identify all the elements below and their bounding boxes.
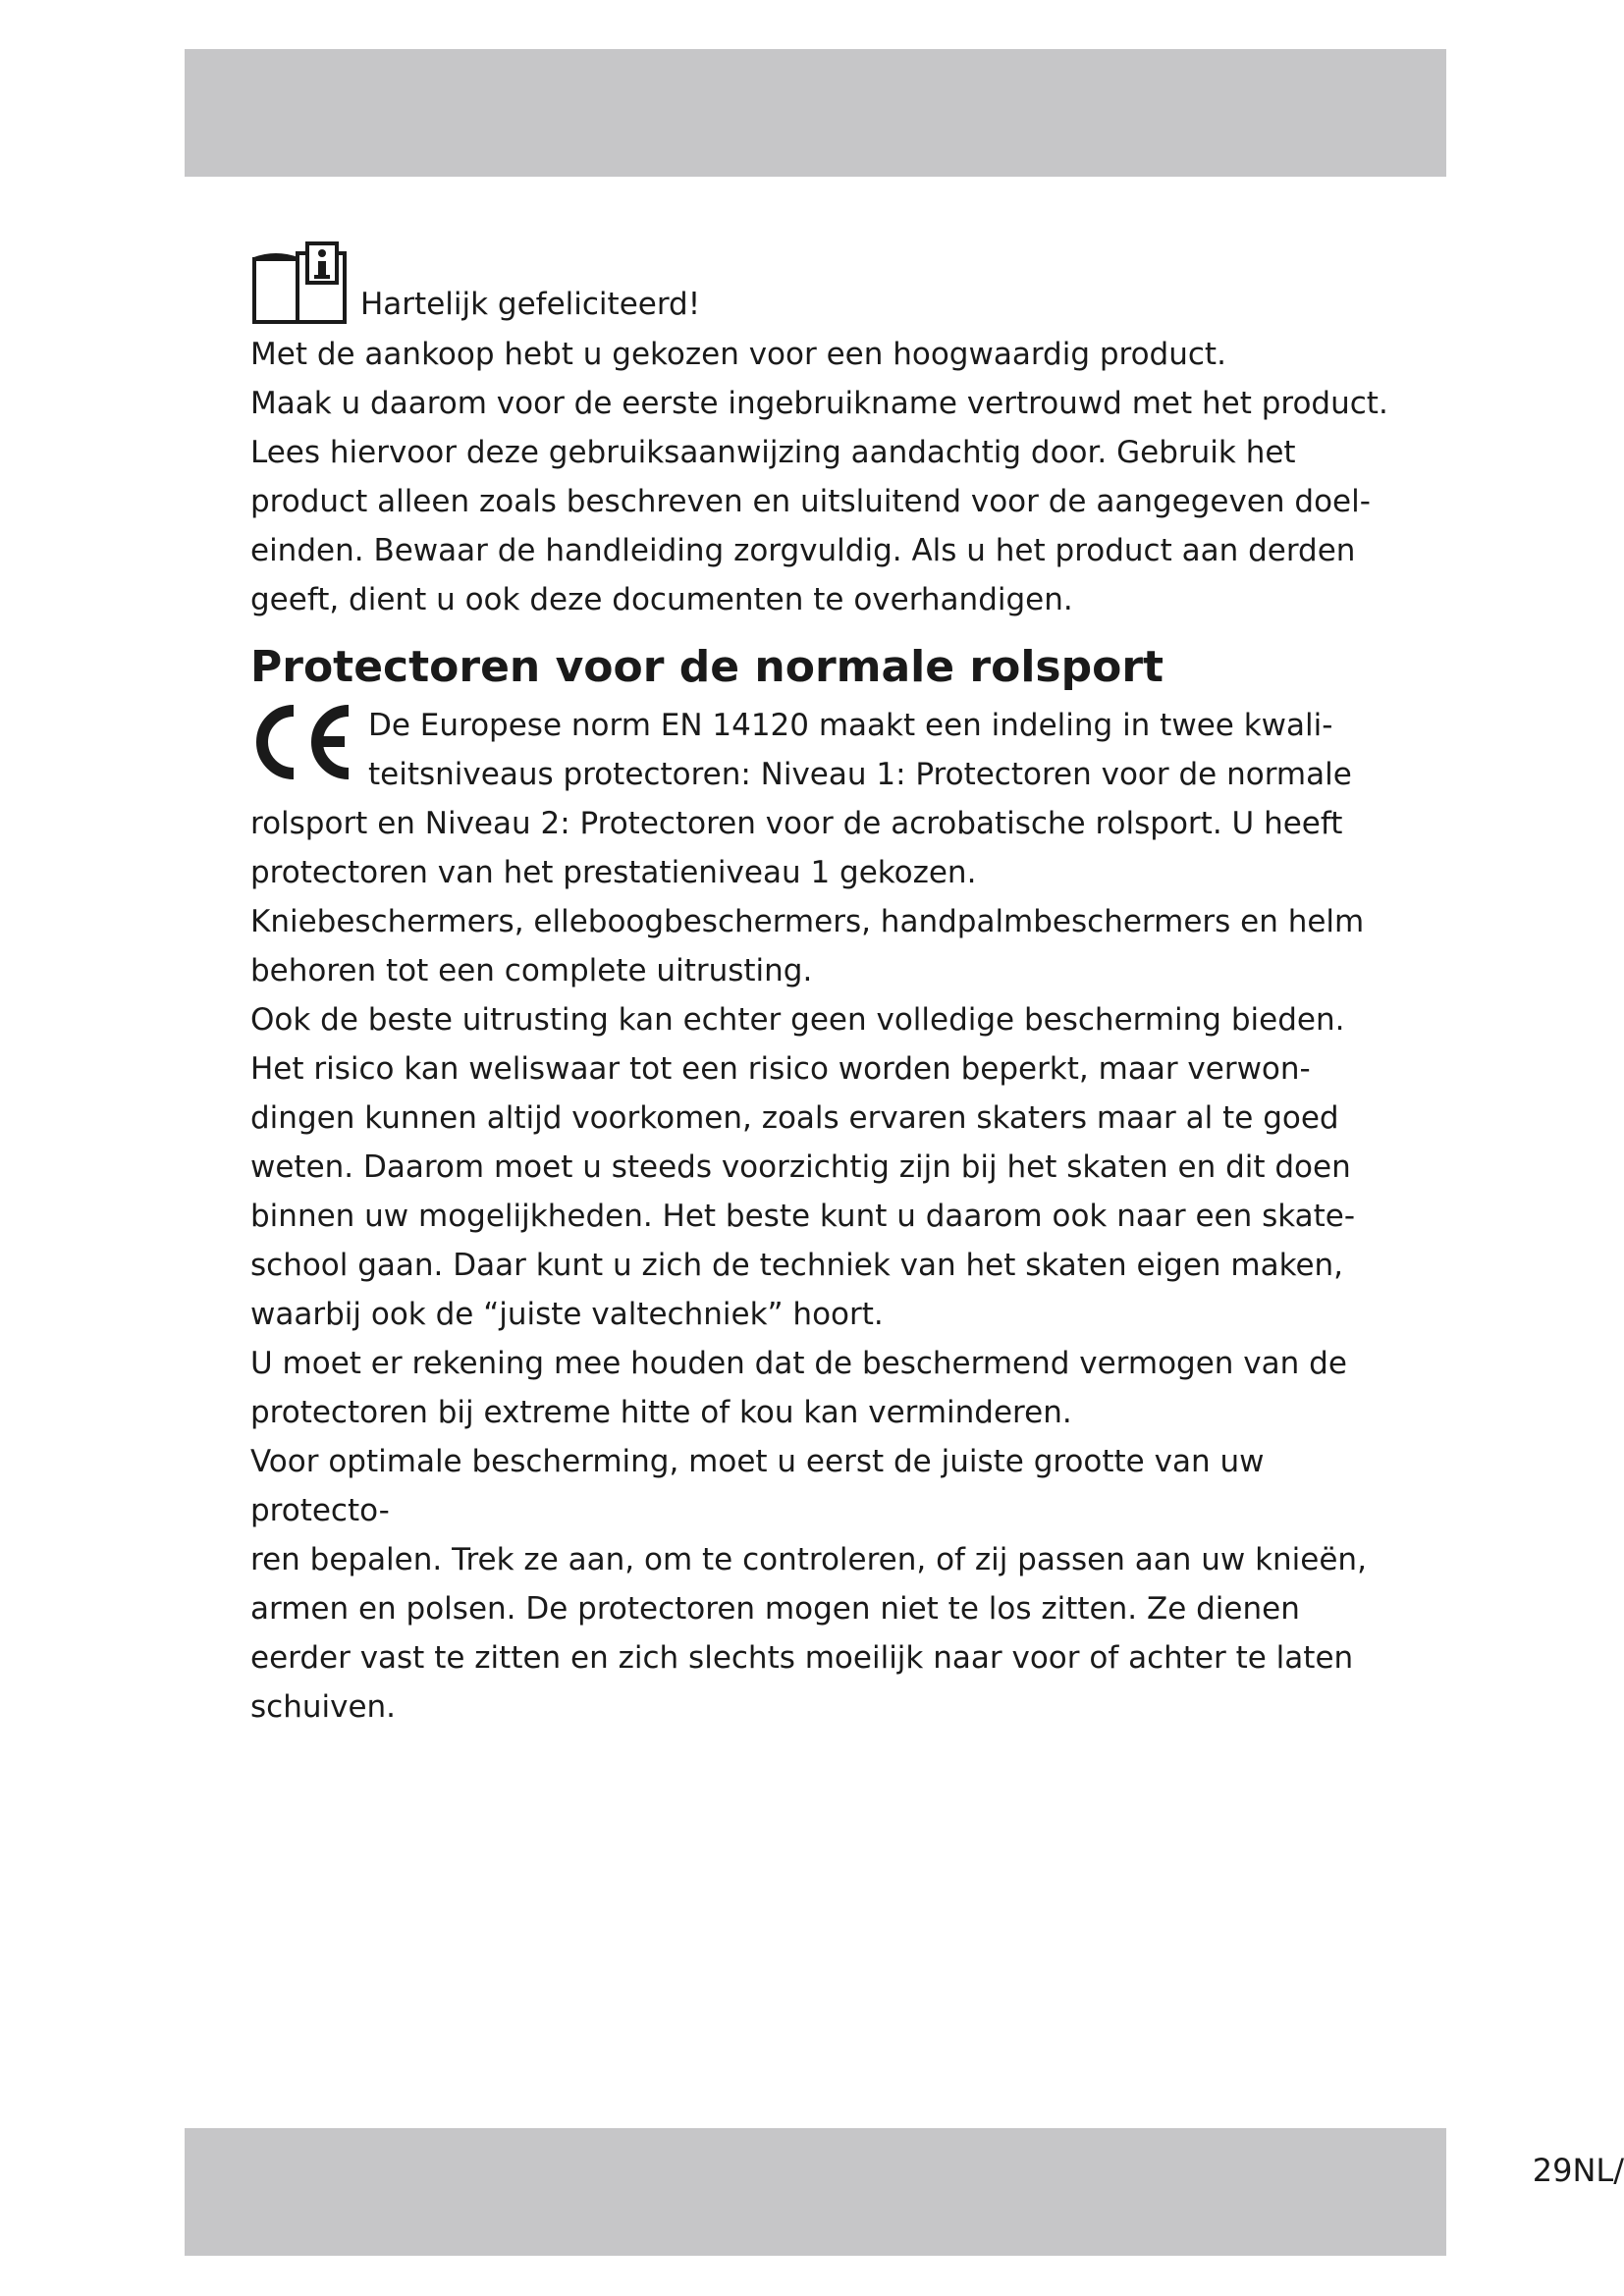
ce-text-rest: rolsport en Niveau 2: Protectoren voor de acrobatische rolsport. U heeft protectoren van het prestatieniveau 1 gekozen. [250,806,1343,890]
ce-paragraph [250,701,1399,897]
greeting: Hartelijk gefeliciteerd! [360,287,701,322]
paragraph-risk: Ook de beste uitrusting kan echter geen volledige bescherming bieden. Het risico kan weliswaar tot een risico worden beperkt, maar verwon- dingen kunnen altijd voorkomen, zoals ervaren skaters maar al te goed weten. Daarom moet u steeds voorzichtig zijn bij het skaten en dit doen binnen uw mogelijkheden. Het beste kunt u daarom ook naar een skate- school gaan. Daar kunt u zich de techniek van het skaten eigen maken, waarbij ook de “juiste valtechniek” hoort. [250,1002,1356,1332]
paragraph-sizing: Voor optimale bescherming, moet u eerst de juiste grootte van uw protecto- ren bepalen. Trek ze aan, om te controleren, of zij passen aan uw knieën, armen en polsen. De protectoren mogen niet te los zitten. Ze dienen eerder vast te zitten en zich slechts moeilijk naar voor of achter te laten schuiven. [250,1444,1367,1725]
section-title: Protectoren voor de normale rolsport [250,642,1164,692]
intro-paragraph: Met de aankoop hebt u gekozen voor een hoogwaardig product. Maak u daarom voor de eerste ingebruikname vertrouwd met het product. Lees hiervoor deze gebruiksaanwijzing aandachtig door. Gebruik het product alleen zoals beschreven en uitsluitend voor de aangegeven doel- einden. Bewaar de handleiding zorgvuldig. Als u het product aan derden geeft, dient u ook deze documenten te overhandigen. [250,337,1388,617]
page-number: 29NL/ [1532,2152,1624,2189]
manual-info-icon [250,241,349,330]
ce-text-first-lines: De Europese norm EN 14120 maakt een indeling in twee kwali- teitsniveaus protectoren: Niveau 1: Protectoren voor de normale [368,708,1352,792]
footer-band [185,2128,1446,2256]
header-band [185,49,1446,177]
intro-heading [250,236,1399,330]
paragraph-equipment: Kniebeschermers, elleboogbeschermers, handpalmbeschermers en helm behoren tot een complete uitrusting. [250,904,1365,988]
paragraph-temperature: U moet er rekening mee houden dat de beschermend vermogen van de protectoren bij extreme hitte of kou kan verminderen. [250,1346,1347,1430]
ce-mark-icon [250,703,354,781]
page-content [250,236,1399,1732]
